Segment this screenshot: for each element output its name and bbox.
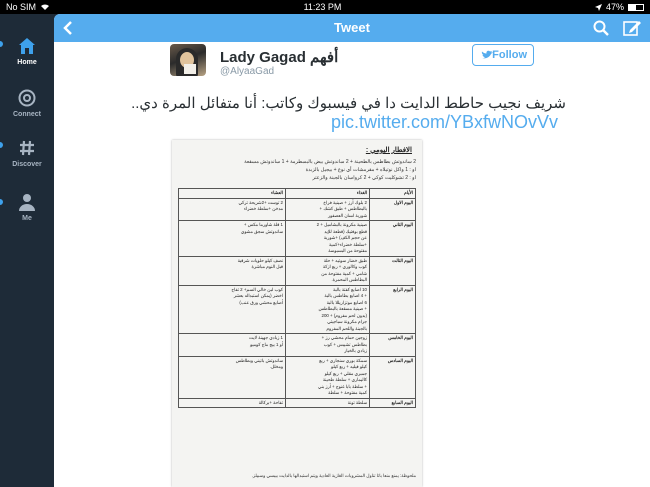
user-name[interactable]: Lady Gagad أفهم [220,49,339,66]
dinner-line: قبل النوم مباشرة [251,264,283,269]
dinner-line: 2 توست +2شريحة تركي [238,199,283,205]
lunch-line: بالبطاطس + طبق كشك + [319,206,367,211]
dinner-cell [179,221,286,257]
sidebar-item-label: Home [17,59,37,66]
lunch-line: شوربة لسان العصفور [328,212,367,218]
lunch-line: شامي + كمية مفتوحة من [321,270,367,276]
doc-title: الافطار اليومي : [365,147,412,154]
avatar[interactable] [170,44,206,76]
lunch-line: عن حجم الكف) +شوربة [323,235,367,240]
dinner-cell [179,256,286,285]
sidebar-item-discover[interactable] [0,138,54,168]
lunch-cell [286,256,370,285]
sidebar-item-home[interactable] [0,36,54,66]
day-cell: اليوم التاني [370,221,416,257]
search-icon[interactable] [592,19,610,37]
lunch-cell [286,198,370,221]
lunch-line: جمبري مقلي + ربع كيلو [324,370,367,376]
sidebar-item-connect[interactable] [0,88,54,118]
lunch-line: سمكة بوري سنجاري + ربع [319,357,367,363]
sidebar-item-me[interactable] [0,192,54,222]
dinner-line: نصف كيلو حلويات شرقية [237,257,283,263]
lunch-line: كاليماري + سلطة طحينة [322,377,367,382]
doc-note: ملحوظة: يمنع منعا باتا تناول المشروبات الغازية العادية ويتم استبدالها بالدايت بيبسي وسبيلز. [251,473,416,478]
home-icon [17,36,37,56]
battery-icon [628,4,644,11]
table-row [179,398,416,408]
dinner-line: ساندوتش سجق مشوي [240,228,283,234]
dinner-line: 1 قلة شاورما مكس + [243,222,283,227]
at-icon [17,88,37,108]
follow-label: Follow [492,49,527,61]
lunch-cell [286,285,370,334]
dinner-line: مدخن +سلطة خضراء [243,206,283,211]
lunch-line: طبق خضار سوتيه + حلة [323,257,367,263]
table-row [179,356,416,398]
tweet-detail [54,42,650,487]
clock: 11:23 PM [303,2,342,12]
lunch-line: (بدون لحم مفروم) + 200 [321,312,367,318]
battery-percent: 47% [605,2,624,12]
sidebar [0,14,54,487]
follow-bird-icon [481,50,493,60]
table-row [179,256,416,285]
user-handle[interactable]: @AlyaaGad [220,66,275,77]
sidebar-item-label: Discover [12,161,42,168]
table-row [179,221,416,257]
lunch-line: +سلطة خضراء+كمية [329,241,367,247]
sidebar-item-label: Me [22,215,32,222]
dinner-line: تفاحة +بركالة [258,399,283,405]
day-cell: اليوم الرابع [370,285,416,334]
col-header-day: الأيام [370,189,416,199]
lunch-cell [286,334,370,357]
dinner-line: أو 1 بيج ماج كوميو [250,341,283,347]
dinner-line: كوب لبن خالي السم+ 2 تفاح [231,286,283,292]
lunch-cell [286,221,370,257]
lunch-line: صينية مكرونة بالبشاميل + 2 [316,222,367,227]
battery-level [629,5,636,10]
dinner-cell [179,285,286,334]
day-cell: اليوم السادس [370,356,416,398]
doc-intro [178,158,416,182]
dinner-line: ومخلل. [269,364,283,369]
lunch-cell [286,398,370,408]
status-bar [0,0,650,14]
day-cell: اليوم الاول [370,198,416,221]
meal-table [178,188,416,408]
page-title: Tweet [334,20,370,35]
lunch-line: كوب وكالوري + ربع ازكة [322,264,367,269]
day-cell: اليوم السابع [370,398,416,408]
lunch-line: جرام مكرونة سباجيتي [327,319,367,324]
table-row [179,285,416,334]
lunch-line: البطاطس المحمرة. [331,277,367,282]
hashtag-icon [17,138,37,158]
dinner-cell [179,334,286,357]
lunch-line: 10 اصابع كفتة بالبة [333,286,367,292]
location-icon [595,4,602,11]
navbar [54,14,650,42]
doc-intro-line: او : 2 تشوكليت كوكي + 2 كرواسان بالجبنة والزعتر [312,175,416,181]
col-header-lunch: الغذاء [286,189,370,199]
table-row [179,334,416,357]
carrier-label: No SIM [6,2,37,12]
dinner-line: أصابع محشي ورق عنب) [239,299,283,305]
person-icon [17,192,37,212]
doc-intro-line: 2 ساندوتش بطاطس بالطحينة + 2 ساندوتش بيض بالبسطرمة + 1 ساندوتش مسقعة [244,159,416,165]
day-cell: اليوم التالت [370,256,416,285]
tweet-link[interactable]: pic.twitter.com/YBxfwNOvVv [330,112,558,132]
lunch-line: كمية مفتوحة + سلطة [328,390,367,395]
lunch-line: + 4 اصابع بطاطس بالبة [324,293,367,298]
dinner-line: اخضر (يمكن استبداله بعشر [233,293,283,298]
lunch-line: 2 بلوك أرز + صينية فراخ [323,199,367,205]
lunch-line: + صينية مسقعة بالبطاطس [318,306,367,311]
compose-icon[interactable] [622,18,642,38]
lunch-line: بالجبنة واللحم المفروم [326,325,367,331]
lunch-line: 6 اصابع موتزاريللا بالبة [326,299,367,305]
tweet-text: شريف نجيب حاطط الدايت دا في فيسبوك وكاتب: أنا متفائل المرة دي.. [131,95,566,112]
lunch-line: مفتوحة من البسبوسة [328,248,367,253]
lunch-line: سلطة تونة [347,399,367,405]
lunch-line: + سلطة بابا غنوج + أرز بني [317,383,367,389]
lunch-line: قطع بوفتيك (قطعة للإيد [324,228,367,234]
dinner-line: ساندوتش باتيني وبطاطس [235,357,283,363]
tweet-image[interactable] [172,140,422,487]
dinner-cell [179,198,286,221]
lunch-cell [286,356,370,398]
wifi-icon [40,3,50,11]
tweet-panel [54,14,650,487]
dinner-line: 1 زبادي جهينة لايت [249,335,283,340]
dinner-cell [179,398,286,408]
col-header-dinner: العشاء [179,189,286,199]
lunch-line: بطاطس تشيبس + كوب [323,341,367,347]
sidebar-item-label: Connect [13,111,41,118]
dinner-cell [179,356,286,398]
follow-button[interactable] [472,44,534,66]
lunch-line: كيلو فيليه + ربع كيلو [331,364,367,369]
doc-intro-line: او : 1 واكل نوتيلاه + مقرمشات أي نوع + بيجيل بالزبدة [305,167,416,173]
table-row [179,198,416,221]
lunch-line: زوجين حمام محشي رز + [321,335,367,340]
lunch-line: زبادي بالخيار [344,348,367,353]
day-cell: اليوم الخامس [370,334,416,357]
